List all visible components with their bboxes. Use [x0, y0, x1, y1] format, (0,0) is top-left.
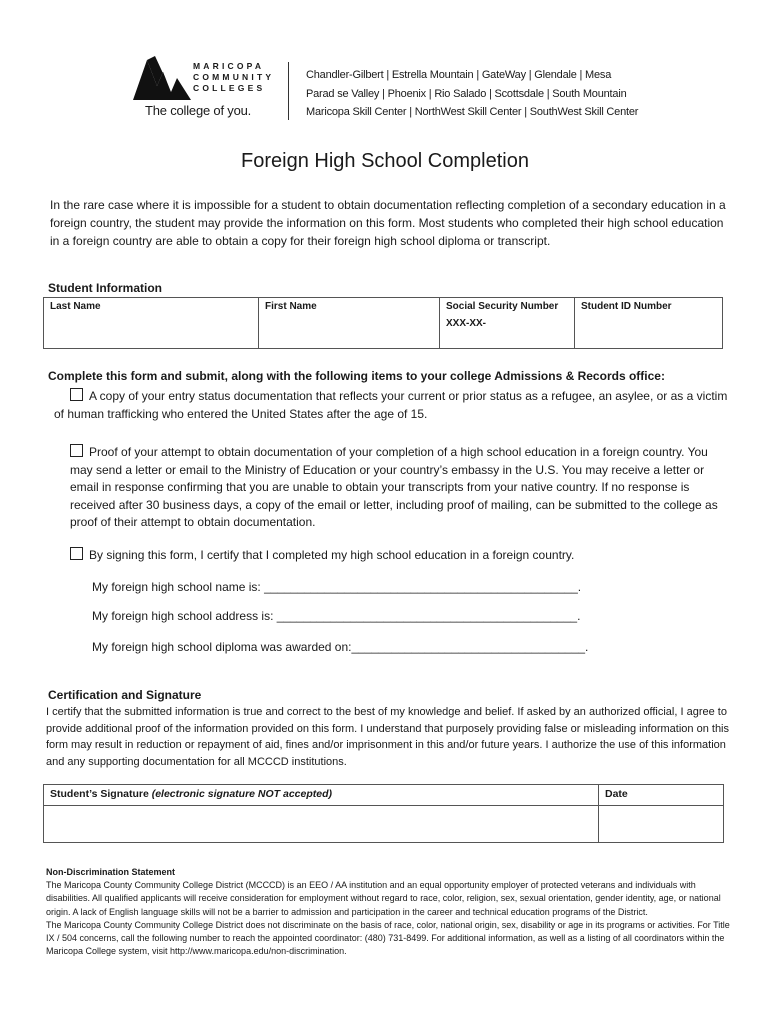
last-name-field[interactable]	[44, 298, 259, 349]
logo-wordmark	[193, 61, 274, 94]
nondiscrimination-para-2: The Maricopa County Community College District does not discriminate on the basis of race, color, national origin, sex, disability or age in its programs or activities. For Title IX / 504 concerns, call the following number to reach the appointed coordinator: (480) 731-8499. For additional information, as well as a listing of all coordinators within the Maricopa College system, visit http://www.maricopa.edu/non-discrimination.	[46, 919, 730, 957]
school-name-field[interactable]: My foreign high school name is: _______________________________________________.	[92, 580, 582, 594]
school-address-field[interactable]: My foreign high school address is: _____________________________________________.	[92, 609, 581, 623]
college-list-line-2: Parad se Valley | Phoenix | Rio Salado | Scottsdale | South Mountain	[306, 87, 627, 100]
logo-line-1: MARICOPA	[193, 61, 265, 71]
proof-attempt-text: Proof of your attempt to obtain documentation of your completion of a high school education in a foreign country. You may send a letter or email to the Ministry of Education or your country’s embassy in the U.S. You may receive a letter or email in response confirming that you are unable to obtain your transcripts from your native country. If no response is received after 30 business days, a copy of the email or letter, including proof of mailing, can be submitted to the college as proof of their attempt to obtain documentation.	[70, 445, 718, 529]
student-info-table	[43, 297, 723, 349]
signature-label-cell	[44, 785, 599, 806]
checklist-item-certify	[70, 547, 732, 565]
page-title: Foreign High School Completion	[241, 150, 529, 172]
college-list-line-3: Maricopa Skill Center | NorthWest Skill Center | SouthWest Skill Center	[306, 106, 639, 118]
last-name-label: Last Name	[50, 301, 101, 312]
proof-attempt-checkbox[interactable]	[70, 444, 83, 457]
date-field[interactable]	[599, 806, 724, 843]
ssn-field[interactable]	[440, 298, 575, 349]
certification-heading: Certification and Signature	[48, 688, 202, 702]
certification-text: I certify that the submitted information is true and correct to the best of my knowledge and belief. If asked by an authorized official, I agree to provide additional proof of the information provided on this form. I understand that purposely providing false or misleading information on this form may result in reduction or repayment of aid, fines and/or imprisonment in this and/or future years. I authorize the use of this information and any supporting documentation for all MCCCD institutions.	[46, 706, 729, 768]
date-label: Date	[605, 788, 628, 800]
logo-line-3: COLLEGES	[193, 83, 266, 93]
student-info-heading: Student Information	[48, 281, 162, 295]
nondiscrimination-para-1: The Maricopa County Community College District (MCCCD) is an EEO / AA institution and an equal opportunity employer of protected veterans and individuals with disabilities. All qualified applicants will receive consideration for employment without regard to race, color, religion, sex, sexual orientation, gender identity, age, or national origin. A lack of English language skills will not be a barrier to admission and participation in the career and technical education programs of the District.	[46, 880, 721, 917]
first-name-label: First Name	[265, 301, 317, 312]
tagline: The college of you.	[145, 103, 252, 118]
instructions-heading: Complete this form and submit, along with the following items to your college Admissions & Records office:	[48, 369, 665, 383]
signature-table	[43, 784, 724, 843]
student-id-field[interactable]	[575, 298, 723, 349]
signature-label: Student’s Signature	[50, 788, 149, 800]
entry-status-text: A copy of your entry status documentation that reflects your current or prior status as a refugee, an asylee, or as a victim of human trafficking who entered the United States after the age of 15.	[54, 389, 728, 421]
certify-checkbox[interactable]	[70, 547, 83, 560]
header-divider	[288, 62, 289, 120]
student-id-label: Student ID Number	[581, 301, 672, 312]
ssn-value: XXX-XX-	[446, 318, 487, 329]
logo-line-2: COMMUNITY	[193, 72, 275, 82]
signature-note: (electronic signature NOT accepted)	[151, 788, 333, 800]
certify-text: By signing this form, I certify that I completed my high school education in a foreign country.	[89, 548, 575, 562]
entry-status-checkbox[interactable]	[70, 388, 83, 401]
first-name-field[interactable]	[259, 298, 440, 349]
diploma-date-field[interactable]: My foreign high school diploma was awarded on:___________________________________.	[92, 640, 589, 654]
college-list	[306, 66, 638, 122]
date-label-cell	[599, 785, 724, 806]
maricopa-logo-mark	[133, 56, 191, 100]
signature-field[interactable]	[44, 806, 599, 843]
nondiscrimination-statement	[46, 866, 736, 958]
ssn-label: Social Security Number	[446, 301, 559, 312]
checklist-item-entry-status	[54, 388, 734, 423]
checklist-item-proof-attempt	[70, 444, 732, 532]
intro-paragraph: In the rare case where it is impossible for a student to obtain documentation reflecting completion of a secondary education in a foreign country, the student may provide the information on this form. Most students who completed their high school education in a foreign country are able to obtain a copy for their foreign high school diploma or transcript.	[50, 198, 726, 248]
nondiscrimination-heading: Non-Discrimination Statement	[46, 867, 176, 877]
college-list-line-1: Chandler-Gilbert | Estrella Mountain | GateWay | Glendale | Mesa	[306, 69, 612, 81]
